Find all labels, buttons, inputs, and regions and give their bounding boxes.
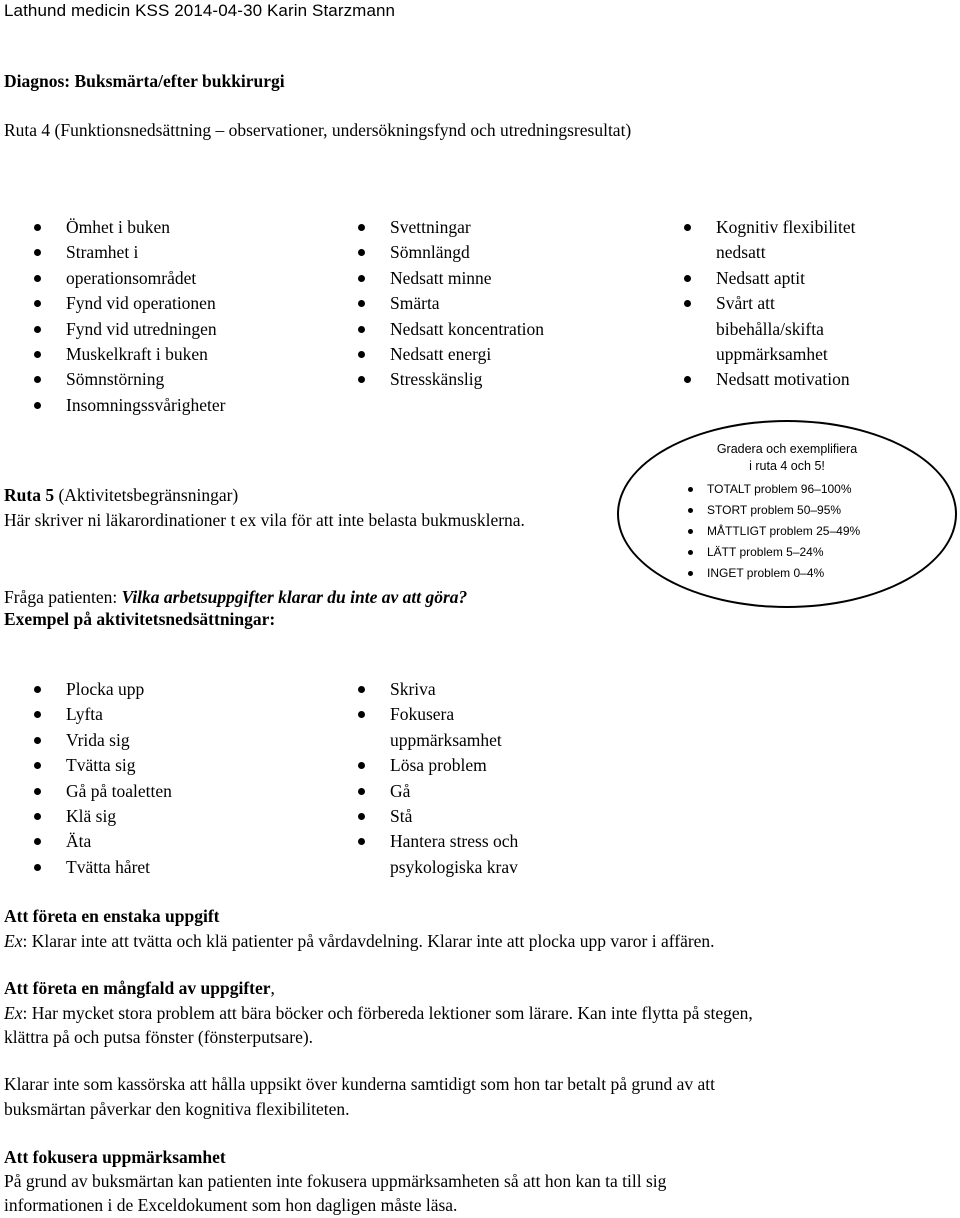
page-header: Lathund medicin KSS 2014-04-30 Karin Starzmann bbox=[4, 1, 396, 20]
observation-item bbox=[684, 291, 856, 367]
activity-item bbox=[358, 804, 518, 829]
ruta5-heading bbox=[4, 483, 238, 507]
section2-line1 bbox=[4, 1001, 753, 1025]
observation-item bbox=[684, 215, 856, 266]
observation-item: Muskelkraft i buken bbox=[34, 342, 225, 367]
observation-item: Fynd vid utredningen bbox=[34, 317, 225, 342]
observation-item: Stresskänslig bbox=[358, 367, 544, 392]
oval-title-line2: i ruta 4 och 5! bbox=[749, 459, 825, 473]
section2-heading bbox=[4, 976, 275, 1000]
activity-item: Äta bbox=[34, 829, 172, 854]
section3-line2: buksmärtan påverkar den kognitiva flexibiliteten. bbox=[4, 1099, 350, 1119]
observation-item: Stramhet i bbox=[34, 240, 225, 265]
observation-item: Nedsatt minne bbox=[358, 266, 544, 291]
observation-item bbox=[684, 367, 856, 392]
observation-item-line: Nedsatt aptit bbox=[716, 267, 805, 288]
section1-body: : Klarar inte att tvätta och klä patienter på vårdavdelning. Klarar inte att plocka upp varor i affären. bbox=[22, 931, 715, 951]
observation-item-line: Nedsatt motivation bbox=[716, 369, 850, 390]
observation-item: Nedsatt energi bbox=[358, 342, 544, 367]
activity-item bbox=[358, 753, 518, 778]
section1-heading: Att företa en enstaka uppgift bbox=[4, 906, 220, 926]
observation-item-line: nedsatt bbox=[716, 242, 766, 263]
ruta5-text: Här skriver ni läkarordinationer t ex vila för att inte belasta bukmusklerna. bbox=[4, 510, 525, 530]
observation-item-line: bibehålla/skifta bbox=[716, 318, 824, 339]
observation-item: operationsområdet bbox=[34, 266, 225, 291]
activity-item bbox=[358, 702, 518, 753]
grading-oval bbox=[617, 420, 957, 608]
observation-item: Ömhet i buken bbox=[34, 215, 225, 240]
section2-body: : Har mycket stora problem att bära böcker och förbereda lektioner som lärare. Kan inte flytta på stegen, bbox=[22, 1003, 753, 1023]
grading-scale-item: TOTALT problem 96–100% bbox=[686, 479, 860, 500]
activity-item: Gå på toaletten bbox=[34, 779, 172, 804]
ruta5-label: Ruta 5 bbox=[4, 485, 55, 505]
activity-item-line: psykologiska krav bbox=[390, 856, 518, 877]
examples-heading: Exempel på aktivitetsnedsättningar: bbox=[4, 609, 276, 629]
activity-item: Plocka upp bbox=[34, 677, 172, 702]
question-text: Vilka arbetsuppgifter klarar du inte av att göra? bbox=[121, 587, 468, 607]
ruta5-subtitle: (Aktivitetsbegränsningar) bbox=[54, 485, 239, 505]
question-lead: Fråga patienten: bbox=[4, 587, 122, 607]
activity-item-line: Lösa problem bbox=[390, 755, 487, 776]
activity-item-line: Skriva bbox=[390, 679, 436, 699]
activity-item: Tvätta håret bbox=[34, 855, 172, 880]
diagnosis-title: Diagnos: Buksmärta/efter bukkirurgi bbox=[4, 71, 285, 91]
activity-item bbox=[358, 677, 518, 702]
grading-scale-list bbox=[686, 479, 860, 584]
grading-scale-item: INGET problem 0–4% bbox=[686, 563, 860, 584]
oval-title-line1: Gradera och exemplifiera bbox=[716, 442, 858, 456]
observation-item-line: uppmärksamhet bbox=[716, 344, 828, 365]
ruta4-list-2 bbox=[358, 215, 544, 393]
observation-item: Svettningar bbox=[358, 215, 544, 240]
grading-scale-item: MÅTTLIGT problem 25–49% bbox=[686, 521, 860, 542]
activity-item-line: Gå bbox=[390, 780, 411, 801]
activity-item-line: uppmärksamhet bbox=[390, 729, 502, 750]
activity-item bbox=[358, 779, 518, 804]
ruta4-heading: Ruta 4 (Funktionsnedsättning – observationer, undersökningsfynd och utredningsresultat) bbox=[4, 120, 632, 140]
observation-item: Sömnstörning bbox=[34, 367, 225, 392]
observation-item: Smärta bbox=[358, 291, 544, 316]
observation-item: Insomningssvårigheter bbox=[34, 393, 225, 418]
observation-item: Fynd vid operationen bbox=[34, 291, 225, 316]
section1-ex: Ex bbox=[4, 931, 23, 951]
section2-ex: Ex bbox=[4, 1003, 23, 1023]
section1-text bbox=[4, 929, 715, 953]
activity-list-1 bbox=[34, 677, 172, 880]
section3-line1: Klarar inte som kassörska att hålla uppsikt över kunderna samtidigt som hon tar betalt på grund av att bbox=[4, 1074, 716, 1094]
ruta4-list-1 bbox=[34, 215, 225, 418]
grading-scale-item: STORT problem 50–95% bbox=[686, 500, 860, 521]
section4-heading: Att fokusera uppmärksamhet bbox=[4, 1147, 226, 1167]
observation-item: Nedsatt koncentration bbox=[358, 317, 544, 342]
activity-item-line: Fokusera bbox=[390, 704, 455, 725]
activity-item: Lyfta bbox=[34, 702, 172, 727]
activity-item: Tvätta sig bbox=[34, 753, 172, 778]
activity-item-line: Hantera stress och bbox=[390, 831, 519, 852]
section4-line1: På grund av buksmärtan kan patienten inte fokusera uppmärksamheten så att hon kan ta till sig bbox=[4, 1171, 667, 1191]
observation-item-line: Svårt att bbox=[716, 293, 775, 314]
section2-line2: klättra på och putsa fönster (fönsterputsare). bbox=[4, 1027, 314, 1047]
activity-item bbox=[358, 829, 518, 880]
section2-title: Att företa en mångfald av uppgifter bbox=[4, 978, 271, 998]
patient-question bbox=[4, 585, 467, 609]
observation-item-line: Kognitiv flexibilitet bbox=[716, 217, 856, 237]
activity-item-line: Stå bbox=[390, 806, 413, 827]
observation-item bbox=[684, 266, 856, 291]
ruta4-list-3 bbox=[684, 215, 856, 393]
section2-comma: , bbox=[270, 978, 275, 998]
section4-line2: informationen i de Exceldokument som hon dagligen måste läsa. bbox=[4, 1195, 458, 1215]
observation-item: Sömnlängd bbox=[358, 240, 544, 265]
activity-item: Vrida sig bbox=[34, 728, 172, 753]
activity-item: Klä sig bbox=[34, 804, 172, 829]
grading-scale-item: LÄTT problem 5–24% bbox=[686, 542, 860, 563]
activity-list-2 bbox=[358, 677, 518, 880]
